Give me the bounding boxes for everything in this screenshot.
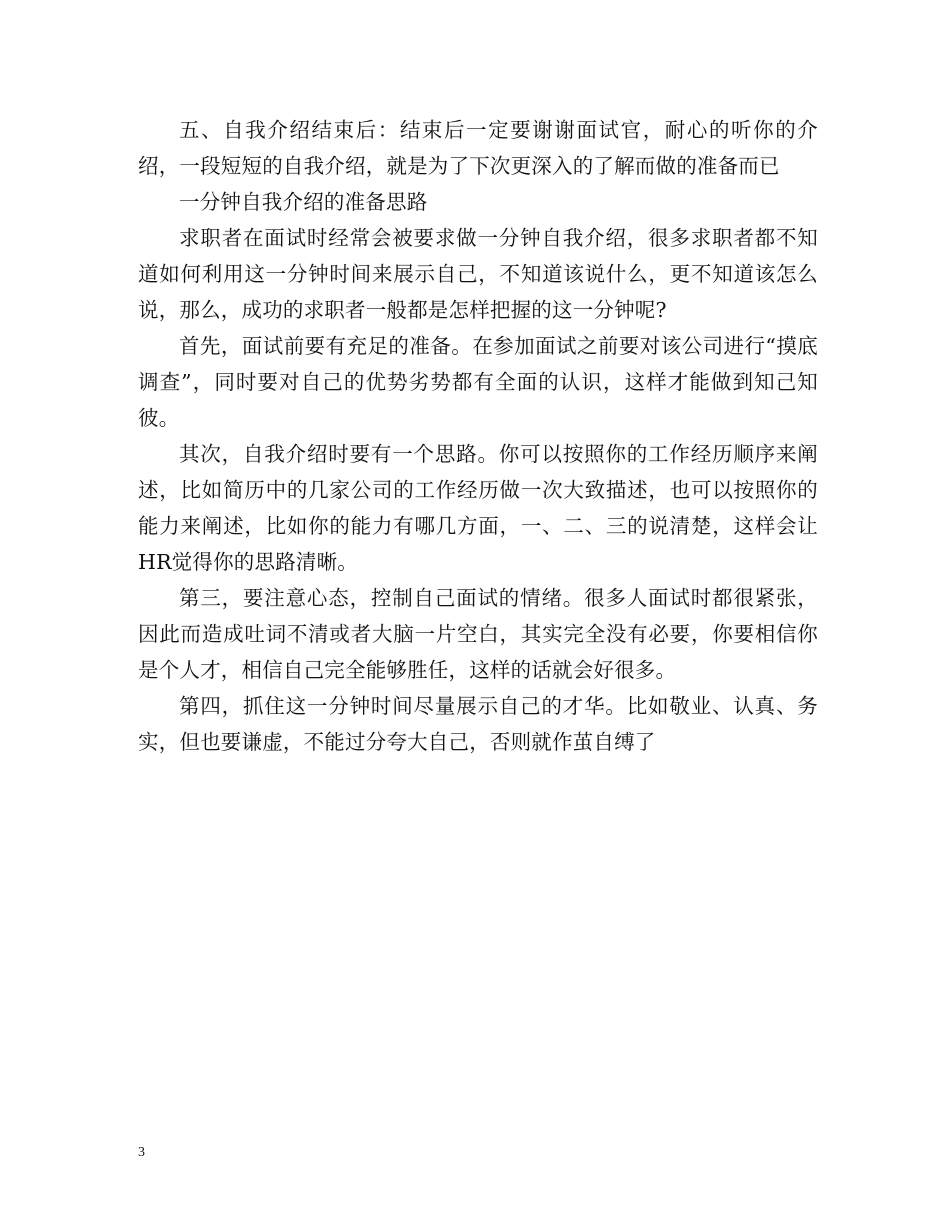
paragraph-third-mindset: 第三，要注意心态，控制自己面试的情绪。很多人面试时都很紧张，因此而造成吐词不清或者大脑一片空白，其实完全没有必要，你要相信你是个人才，相信自己完全能够胜任，这样的话就会好很多。 [138, 586, 818, 682]
paragraph-fourth-talent: 第四，抓住这一分钟时间尽量展示自己的才华。比如敬业、认真、务实，但也要谦虚，不能过分夸大自己，否则就作茧自缚了 [138, 694, 818, 754]
paragraph-first-prepare: 首先，面试前要有充足的准备。在参加面试之前要对该公司进行“摸底调查”，同时要对自己的优势劣势都有全面的认识，这样才能做到知己知彼。 [138, 334, 818, 430]
section-heading-prep-approach: 一分钟自我介绍的准备思路 [179, 190, 428, 214]
paragraph-one-minute-intro: 求职者在面试时经常会被要求做一分钟自我介绍，很多求职者都不知道如何利用这一分钟时间来展示自己，不知道该说什么，更不知道该怎么说，那么，成功的求职者一般都是怎样把握的这一分钟呢? [138, 226, 818, 322]
page-number: 3 [138, 1145, 145, 1160]
paragraph-self-intro-ending: 五、自我介绍结束后：结束后一定要谢谢面试官，耐心的听你的介绍，一段短短的自我介绍，就是为了下次更深入的了解而做的准备而已 [138, 118, 818, 178]
paragraph-second-structure: 其次，自我介绍时要有一个思路。你可以按照你的工作经历顺序来阐述，比如简历中的几家公司的工作经历做一次大致描述，也可以按照你的能力来阐述，比如你的能力有哪几方面，一、二、三的说清楚，这样会让HR觉得你的思路清晰。 [138, 442, 818, 574]
document-body [138, 112, 818, 760]
